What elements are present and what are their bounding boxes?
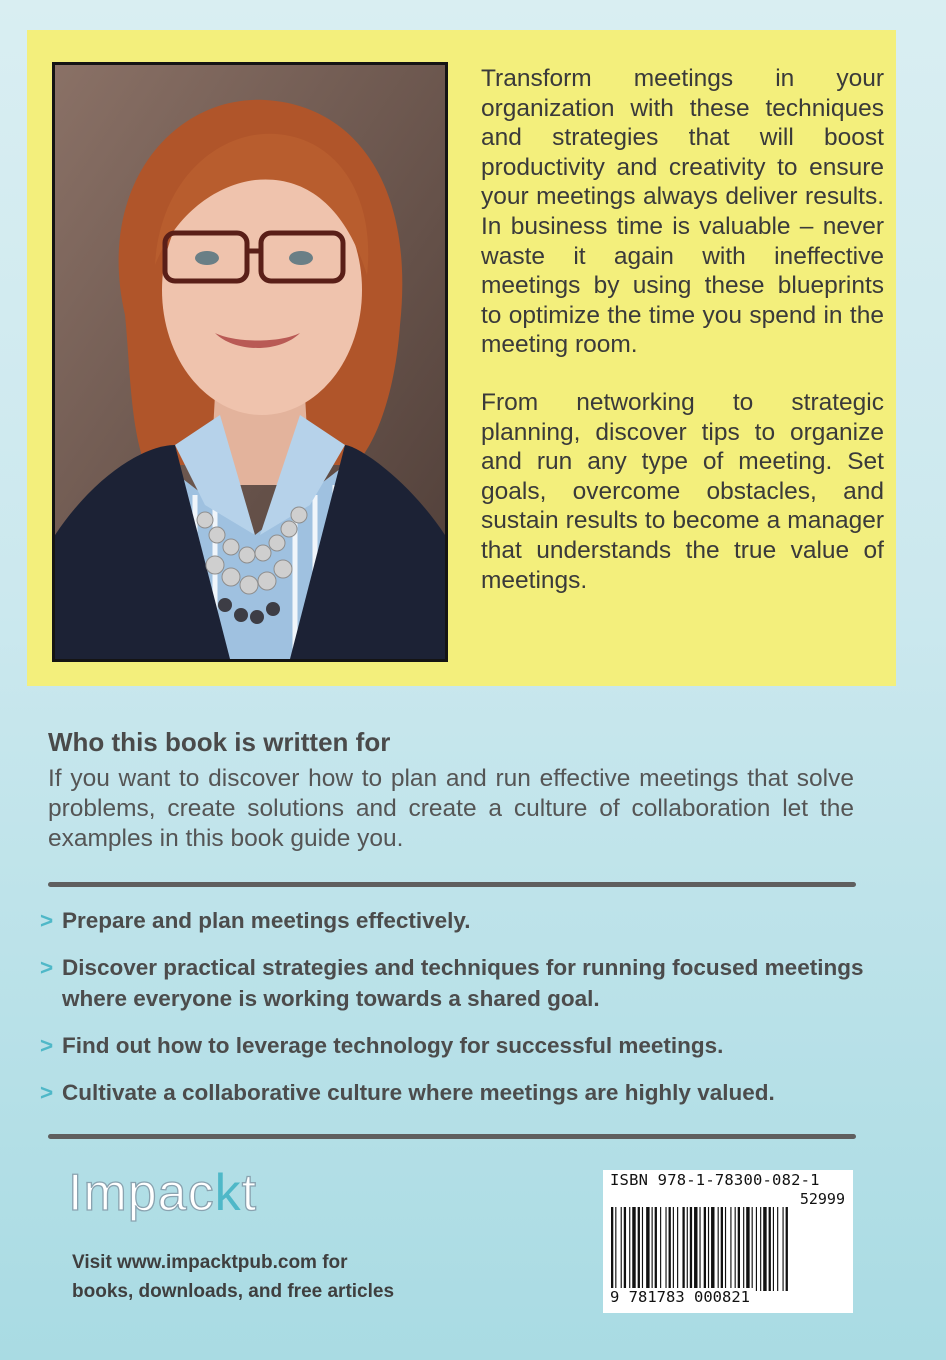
chevron-right-icon: > (40, 1080, 54, 1105)
audience-text: If you want to discover how to plan and run effective meetings that solve problems, create solutions and create a culture of collaboration let the examples in this book guide you. (48, 765, 854, 852)
divider-top (48, 882, 856, 887)
description-paragraph-1: Transform meetings in your organization with these techniques and strategies that will boost productivity and creativity to ensure your meetings always deliver results. In business time is valuable – never waste it again with ineffective meetings by using these blueprints to optimize the time you spend in the meeting room. (481, 65, 884, 359)
price-code: 52999 (799, 1190, 845, 1208)
barcode-digits: 9 781783 000821 (607, 1288, 753, 1306)
chevron-right-icon: > (40, 955, 54, 980)
chevron-right-icon: > (40, 908, 54, 933)
description-paragraph-2: From networking to strategic planning, discover tips to organize and run any type of meeting. Set goals, overcome obstacles, and sustain results to become a manager that understands the true value of meetings. (481, 388, 884, 594)
book-description (481, 64, 884, 623)
publisher-visit-text: Visit www.impacktpub.com for books, downloads, and free articles (72, 1252, 395, 1302)
author-photo (52, 62, 448, 662)
feature-list (38, 905, 878, 1124)
divider-bottom (48, 1134, 856, 1139)
chevron-right-icon: > (40, 1033, 54, 1058)
feature-item: > Find out how to leverage technology for successful meetings. (38, 1030, 878, 1061)
isbn-barcode (603, 1170, 853, 1313)
audience-heading: Who this book is written for (48, 727, 391, 757)
isbn-label: ISBN 978-1-78300-082-1 (610, 1171, 820, 1189)
feature-item: > Prepare and plan meetings effectively. (38, 905, 878, 936)
feature-item: > Discover practical strategies and techniques for running focused meetings where everyone is working towards a shared goal. (38, 952, 878, 1014)
feature-item: > Cultivate a collaborative culture where meetings are highly valued. (38, 1077, 878, 1108)
publisher-logo: Impackt (68, 1164, 258, 1222)
barcode-bars (611, 1207, 845, 1291)
